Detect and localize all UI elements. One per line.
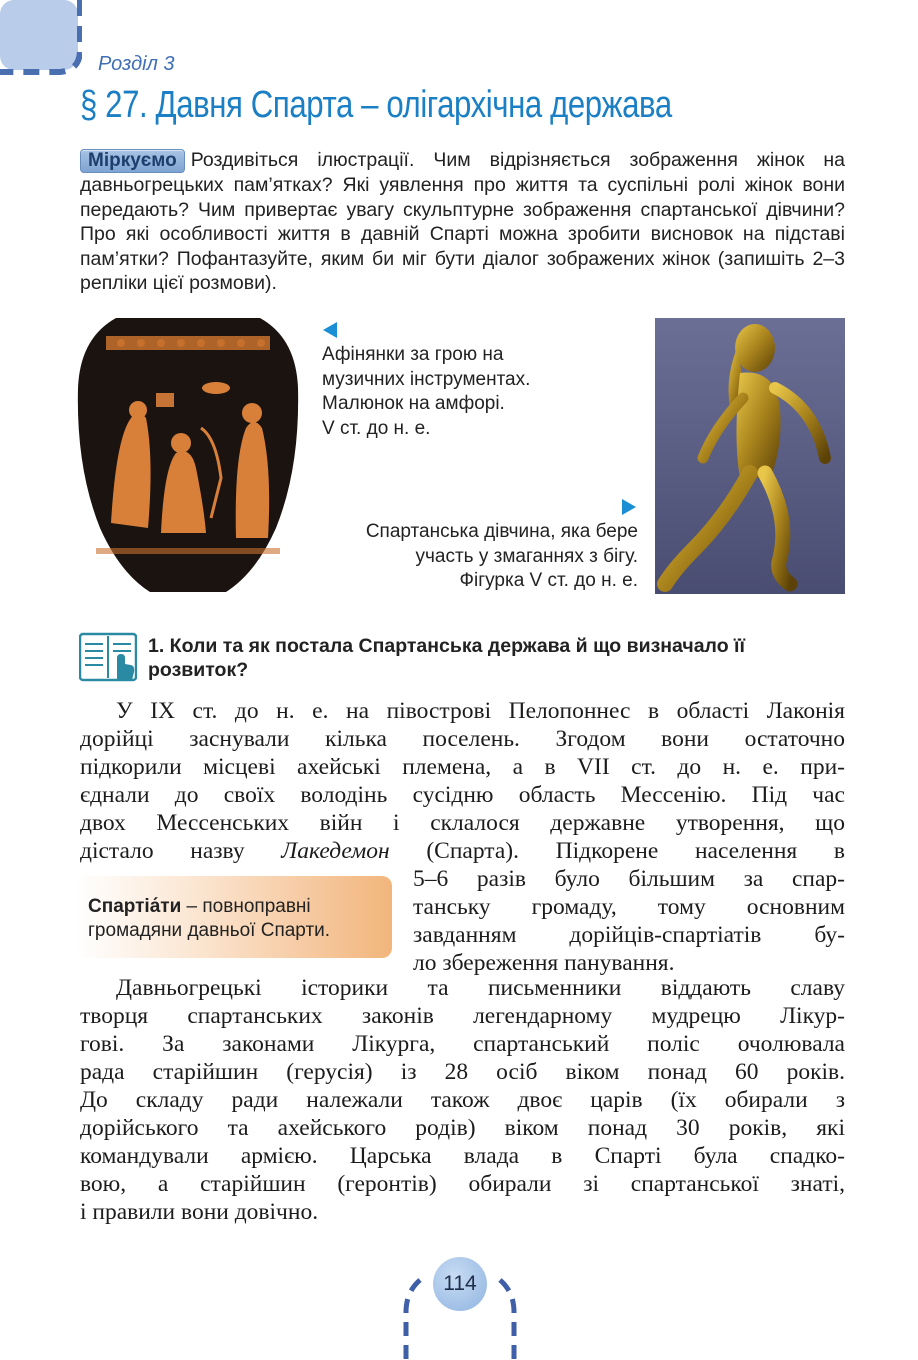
text-line: творця спартанських законів легендарному мудрецю Лікур-	[80, 1003, 845, 1029]
term-definition: Спартіа́ти – повноправні громадяни давньої Спарти.	[88, 896, 331, 941]
text-line: У IX ст. до н. е. на півострові Пелопоннес в області Лаконія	[116, 698, 845, 724]
text-line: вою, а старійшин (геронтів) обирали зі спартанської знаті,	[80, 1171, 845, 1197]
text-line: рада старійшин (герусія) із 28 осіб віком понад 60 років.	[80, 1059, 845, 1085]
paragraph-2	[80, 974, 845, 1226]
lakedaemon-term: Лакедемон	[281, 838, 390, 864]
section-question: 1. Коли та як постала Спартанська держава й що визначало її розвиток?	[148, 635, 745, 681]
text-line: До складу ради належали також двоє царів (їх обирали з	[80, 1087, 845, 1113]
text-line: дістало назву Лакедемон (Спарта). Підкорене населення в	[80, 838, 846, 864]
page-number: 114	[433, 1257, 487, 1311]
text-line: підкорили місцеві ахейські племена, а в VII ст. до н. е. при-	[80, 754, 845, 780]
section-label: Розділ 3	[98, 53, 175, 75]
spartan-girl-statue-image	[655, 318, 845, 594]
chapter-title: § 27. Давня Спарта – олігархічна держава	[80, 84, 672, 126]
amphora-caption: Афінянки за грою на музичних інструментах. Малюнок на амфорі. V ст. до н. е.	[322, 344, 531, 439]
text-line: ло збереження панування.	[413, 950, 675, 976]
term-word: Спартіа́ти	[88, 896, 182, 917]
text-line: 5–6 разів було більшим за спар-	[413, 866, 845, 892]
text-line: завданням дорійців-спартіатів бу-	[413, 922, 845, 948]
text-line: дорійського та ахейського родів) віком понад 30 років, які	[80, 1115, 845, 1141]
intro-text: Роздивіться ілюстрації. Чим відрізняється зображення жінок на давньогрецьких пам’ятках? Які уявлення про життя та суспільні ролі жінок вони передають? Чим привертає увагу скульптурне зображення спартанської дівчини? Про які особливості життя в давній Спарті можна зробити висновок на підставі пам’ятки? Пофантазуйте, яким би міг бути діалог зображених жінок (запишіть 2–3 репліки цієї розмови).	[80, 149, 845, 295]
statue-caption: Спартанська дівчина, яка бере участь у змаганнях з бігу. Фігурка V ст. до н. е.	[365, 521, 638, 591]
caption-arrow-right-icon	[622, 499, 636, 515]
text-line: і правили вони довічно.	[80, 1199, 319, 1225]
text-line: двох Мессенських війн і склалося державне утворення, що	[80, 810, 845, 836]
text-line: гові. За законами Лікурга, спартанський поліс очолювала	[80, 1031, 845, 1057]
corner-tab-decoration	[0, 0, 82, 78]
text-line: єднали до своїх володінь сусідню область Мессенію. Під час	[80, 782, 845, 808]
amphora-image	[76, 318, 300, 592]
book-question-icon	[79, 632, 137, 682]
caption-arrow-left-icon	[323, 322, 337, 338]
text-line: Давньогрецькі історики та письменники віддають славу	[116, 975, 845, 1001]
think-badge: Міркуємо	[80, 149, 185, 173]
text-line: командували армією. Царська влада в Спарті була спадко-	[80, 1143, 845, 1169]
intro-block	[80, 148, 845, 296]
text-line: танську громаду, тому основним	[413, 894, 845, 920]
text-line: дорійці заснували кілька поселень. Згодом вони остаточно	[80, 726, 845, 752]
